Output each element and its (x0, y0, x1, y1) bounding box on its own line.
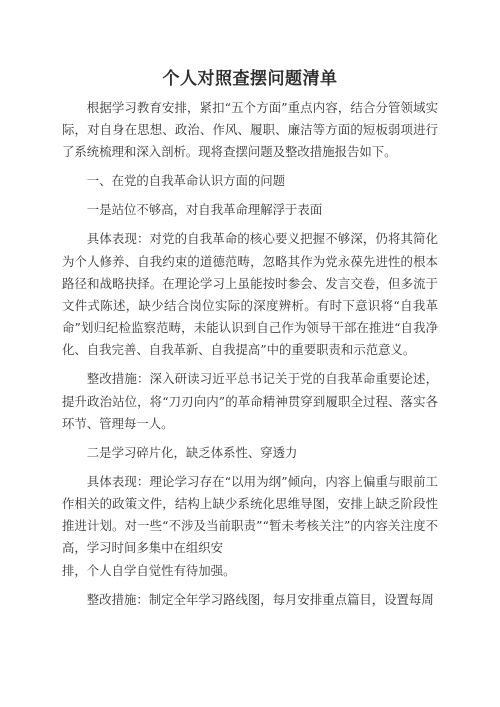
body-paragraph: 具体表现：对党的自我革命的核心要义把握不够深，仍将其简化为个人修养、自我约束的道德范畴，忽略其作为党永葆先进性的根本路径和战略抉择。在理论学习上虽能按时参会、发言交卷，但多流于文件式陈述，缺少结合岗位实际的深度辨析。有时下意识将“自我革命”划归纪检监察范畴，未能认识到自己作为领导干部在推进“自我净化、自我完善、自我革新、自我提高”中的重要职责和示范意义。 (62, 231, 438, 358)
body-paragraph: 整改措施：制定全年学习路线图，每月安排重点篇目，设置每周 (86, 591, 434, 607)
intro-paragraph: 根据学习教育安排，紧扣“五个方面”重点内容，结合分管领域实际，对自身在思想、政治、作风、履职、廉洁等方面的短板弱项进行了系统梳理和深入剖析。现将查摆问题及整改措施报告如下。 (62, 100, 438, 160)
body-paragraph: 具体表现：理论学习存在“以用为纲”倾向，内容上偏重与眼前工作相关的政策文件，结构上缺少系统化思维导图，安排上缺乏阶段性推进计划。对一些“不涉及当前职责”“暂未考核关注”的内容关注度不高，学习时间多集中在组织安 (62, 473, 438, 556)
document-body (62, 97, 438, 618)
subsection-heading: 二是学习碎片化，缺乏体系性、穿透力 (86, 444, 298, 460)
body-paragraph: 整改措施：深入研读习近平总书记关于党的自我革命重要论述，提升政治站位，将“刀刃向内”的革命精神贯穿到履职全过程、落实各环节、管理每一人。 (62, 371, 438, 431)
document-title: 个人对照查摆问题清单 (162, 69, 338, 89)
subsection-heading: 一是站位不够高，对自我革命理解浮于表面 (86, 202, 323, 218)
body-paragraph-continuation: 排，个人自学自觉性有待加强。 (62, 562, 236, 578)
section-heading: 一、在党的自我革命认识方面的问题 (86, 173, 286, 189)
